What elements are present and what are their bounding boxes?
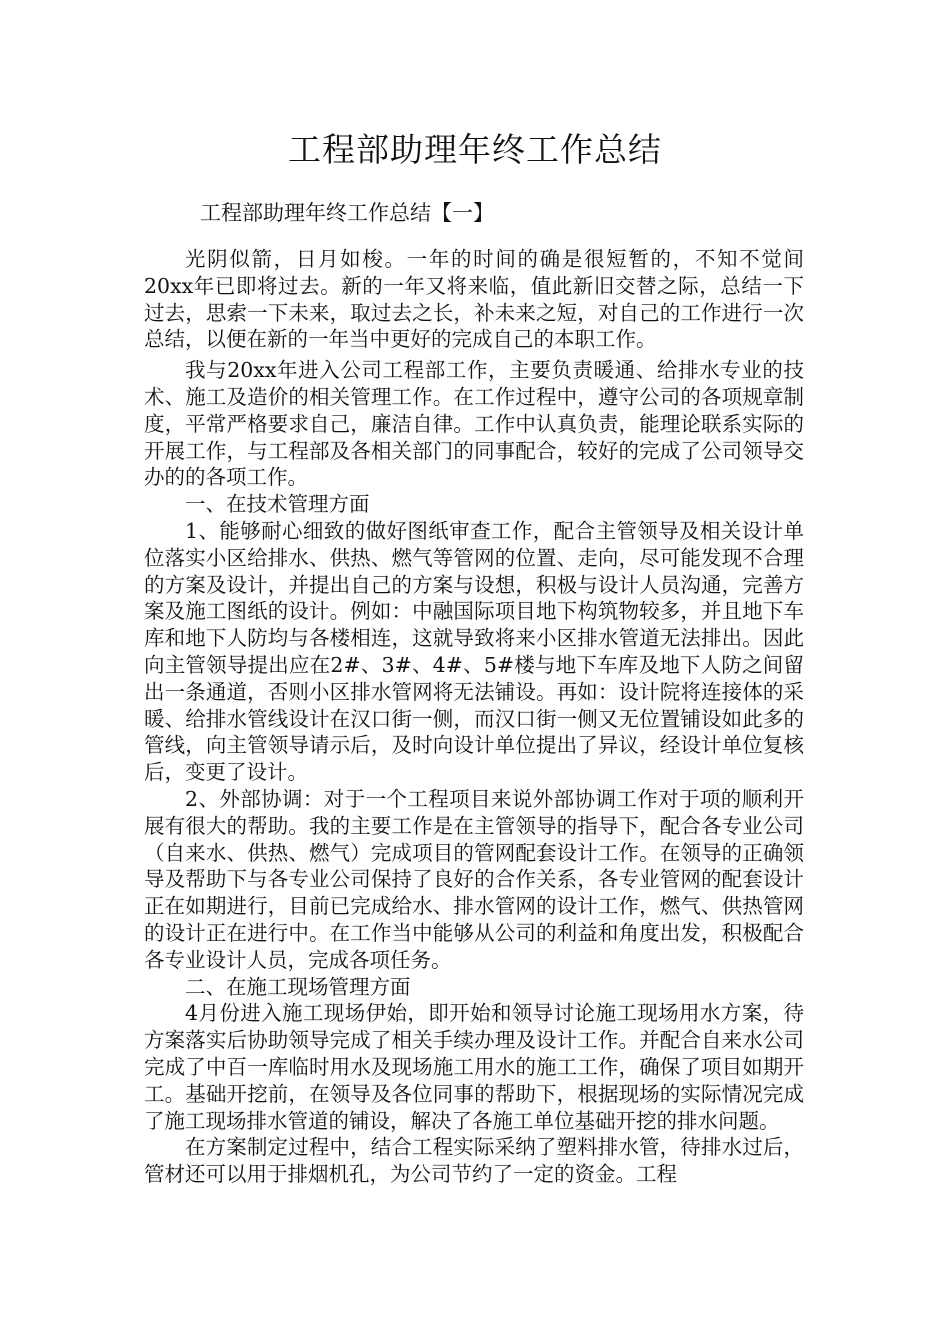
paragraph-responsibilities: 我与20xx年进入公司工程部工作，主要负责暖通、给排水专业的技术、施工及造价的相关管理工作。在工作过程中，遵守公司的各项规章制度，平常严格要求自己，廉洁自律。工作中认真负责，能理论联系实际的开展工作，与工程部及各相关部门的同事配合，较好的完成了公司领导交办的的各项工作。 — [144, 358, 804, 490]
heading-site-management: 二、在施工现场管理方面 — [185, 974, 411, 999]
paragraph-external-coordination: 2、外部协调：对于一个工程项目来说外部协调工作对于项的顺利开展有很大的帮助。我的主要工作是在主管领导的指导下，配合各专业公司（自来水、供热、燃气）完成项目的管网配套设计工作。在领导的正确领导及帮助下与各专业公司保持了良好的合作关系，各专业管网的配套设计正在如期进行，目前已完成给水、排水管网的设计工作，燃气、供热管网的设计正在进行中。在工作当中能够从公司的利益和角度出发，积极配合各专业设计人员，完成各项任务。 — [144, 786, 804, 972]
paragraph-drawing-review: 1、能够耐心细致的做好图纸审查工作，配合主管领导及相关设计单位落实小区给排水、供热、燃气等管网的位置、走向，尽可能发现不合理的方案及设计，并提出自己的方案与设想，积极与设计人员沟通，完善方案及施工图纸的设计。例如：中融国际项目地下构筑物较多，并且地下车库和地下人防均与各楼相连，这就导致将来小区排水管道无法排出。因此向主管领导提出应在2#、3#、4#、5#楼与地下车库及地下人防之间留出一条通道，否则小区排水管网将无法铺设。再如：设计院将连接体的采暖、给排水管线设计在汉口街一侧，而汉口街一侧又无位置铺设如此多的管线，向主管领导请示后，及时向设计单位提出了异议，经设计单位复核后，变更了设计。 — [144, 518, 804, 785]
paragraph-site-water: 4月份进入施工现场伊始，即开始和领导讨论施工现场用水方案，待方案落实后协助领导完成了相关手续办理及设计工作。并配合自来水公司完成了中百一库临时用水及现场施工用水的施工工作，确保了项目如期开工。基础开挖前，在领导及各位同事的帮助下，根据现场的实际情况完成了施工现场排水管道的铺设，解决了各施工单位基础开挖的排水问题。 — [144, 1001, 804, 1133]
paragraph-drainage-pipes: 在方案制定过程中，结合工程实际采纳了塑料排水管，待排水过后，管材还可以用于排烟机孔，为公司节约了一定的资金。工程 — [144, 1135, 804, 1187]
heading-technical-management: 一、在技术管理方面 — [185, 492, 370, 517]
section-heading: 工程部助理年终工作总结【一】 — [200, 201, 494, 225]
document-title: 工程部助理年终工作总结 — [288, 130, 662, 169]
document-body — [144, 246, 804, 1188]
paragraph-intro: 光阴似箭，日月如梭。一年的时间的确是很短暂的，不知不觉间20xx年已即将过去。新的一年又将来临，值此新旧交替之际，总结一下过去，思索一下未来，取过去之长，补未来之短，对自己的工作进行一次总结，以便在新的一年当中更好的完成自己的本职工作。 — [144, 247, 804, 352]
